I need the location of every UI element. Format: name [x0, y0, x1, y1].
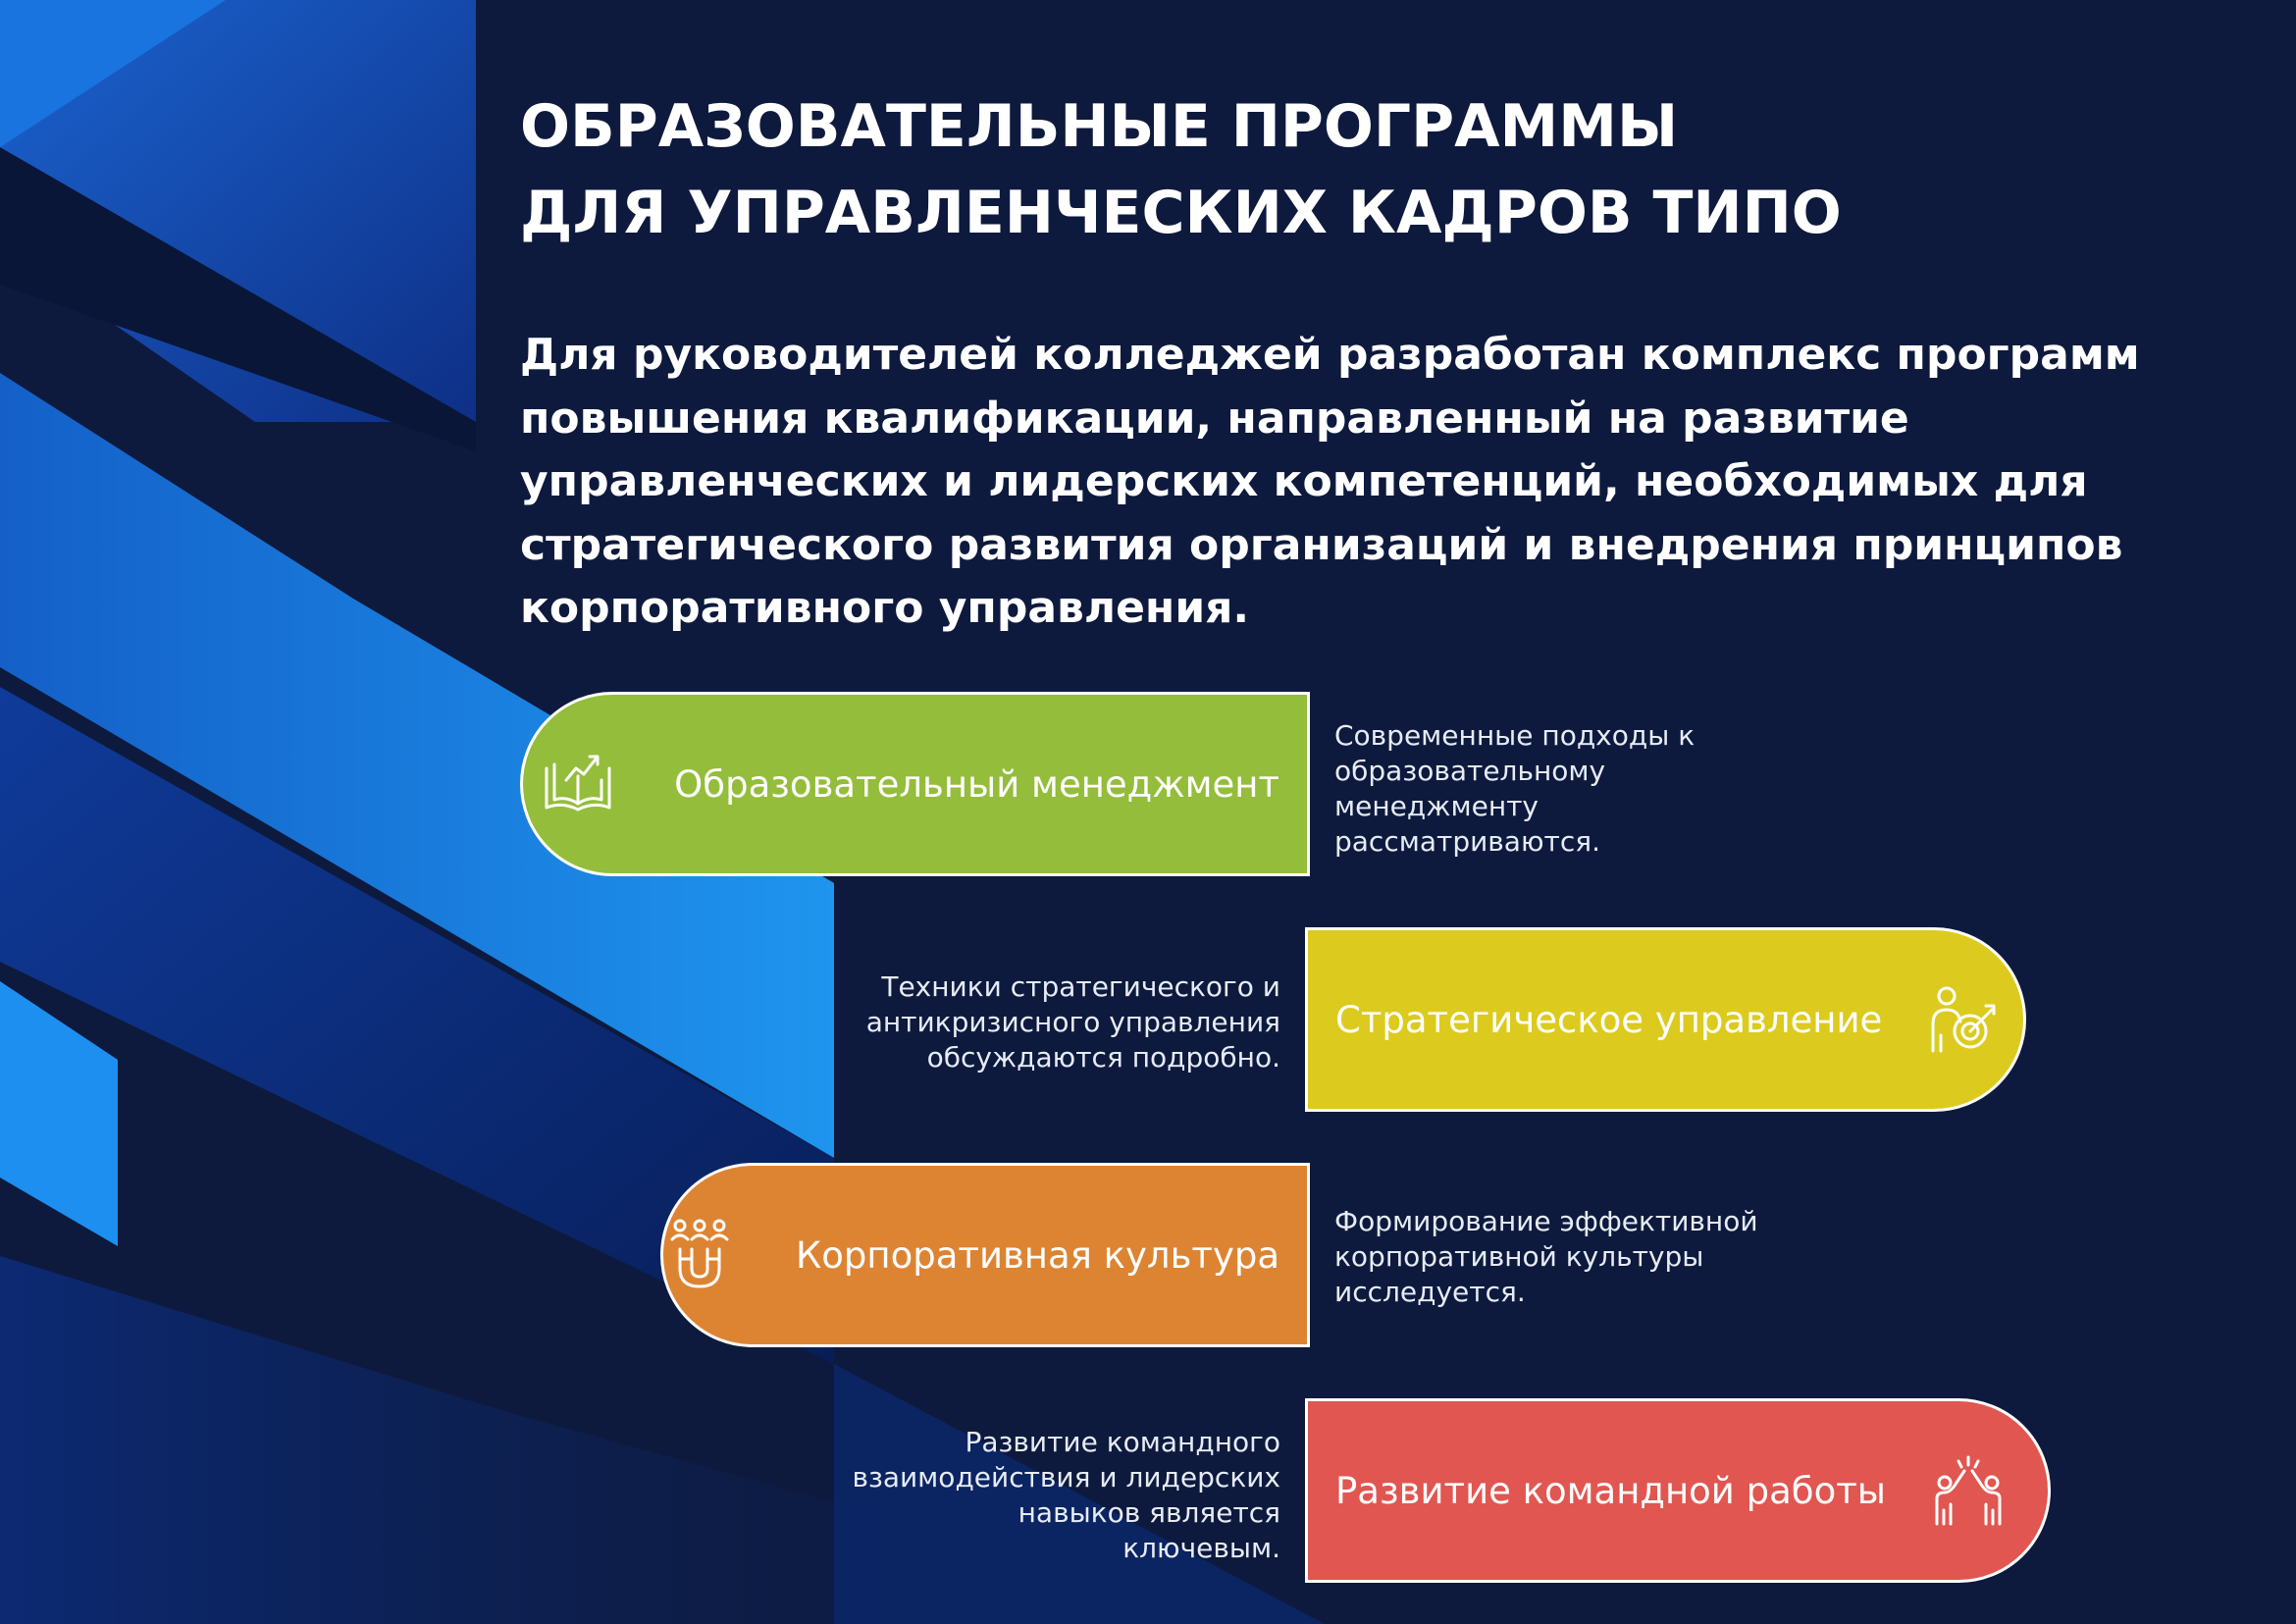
description-line: обсуждаются подробно.: [926, 1041, 1280, 1074]
description-line: исследуется.: [1334, 1276, 1526, 1308]
title-line-2: ДЛЯ УПРАВЛЕНЧЕСКИХ КАДРОВ ТИПО: [520, 179, 1842, 247]
person-target-icon: [1925, 980, 2004, 1059]
description-line: антикризисного управления: [865, 1006, 1280, 1038]
description-line: ключевым.: [1122, 1532, 1280, 1564]
description-line: Развитие командного: [965, 1426, 1280, 1458]
description-line: корпоративной культуры: [1334, 1240, 1704, 1273]
program-label: Стратегическое управление: [1335, 998, 1883, 1041]
program-card-strategic-management: [1305, 927, 2026, 1112]
program-label: Корпоративная культура: [796, 1233, 1279, 1277]
description-line: взаимодействия и лидерских: [852, 1461, 1280, 1493]
description-line: рассматриваются.: [1334, 825, 1600, 858]
program-description: [852, 1425, 1280, 1566]
people-magnet-icon: [660, 1216, 739, 1294]
program-card-teamwork: [1305, 1398, 2051, 1583]
description-line: Современные подходы к: [1334, 719, 1696, 752]
high-five-icon: [1929, 1451, 2008, 1530]
intro-paragraph: [520, 324, 2247, 641]
intro-line-2: повышения квалификации, направленный на развитие: [520, 393, 1909, 444]
program-description: [866, 969, 1280, 1075]
description-line: образовательному: [1334, 755, 1606, 787]
intro-line-1: Для руководителей колледжей разработан комплекс программ: [520, 330, 2140, 380]
intro-line-5: корпоративного управления.: [520, 583, 1250, 633]
program-card-corporate-culture: [660, 1163, 1310, 1347]
page-title: [520, 83, 1842, 256]
intro-line-3: управленческих и лидерских компетенций, необходимых для: [520, 456, 2088, 506]
program-label: Образовательный менеджмент: [674, 762, 1279, 806]
program-description: [1334, 718, 1695, 860]
intro-line-4: стратегического развития организаций и внедрения принципов: [520, 519, 2123, 570]
description-line: навыков является: [1018, 1496, 1280, 1529]
title-line-1: ОБРАЗОВАТЕЛЬНЫЕ ПРОГРАММЫ: [520, 92, 1679, 161]
description-line: менеджменту: [1334, 790, 1539, 822]
description-line: Техники стратегического и: [881, 970, 1280, 1003]
open-book-growth-icon: [539, 745, 617, 823]
program-label: Развитие командной работы: [1335, 1469, 1886, 1512]
program-card-educational-management: [520, 692, 1310, 876]
description-line: Формирование эффективной: [1334, 1205, 1758, 1237]
program-description: [1334, 1204, 1758, 1310]
